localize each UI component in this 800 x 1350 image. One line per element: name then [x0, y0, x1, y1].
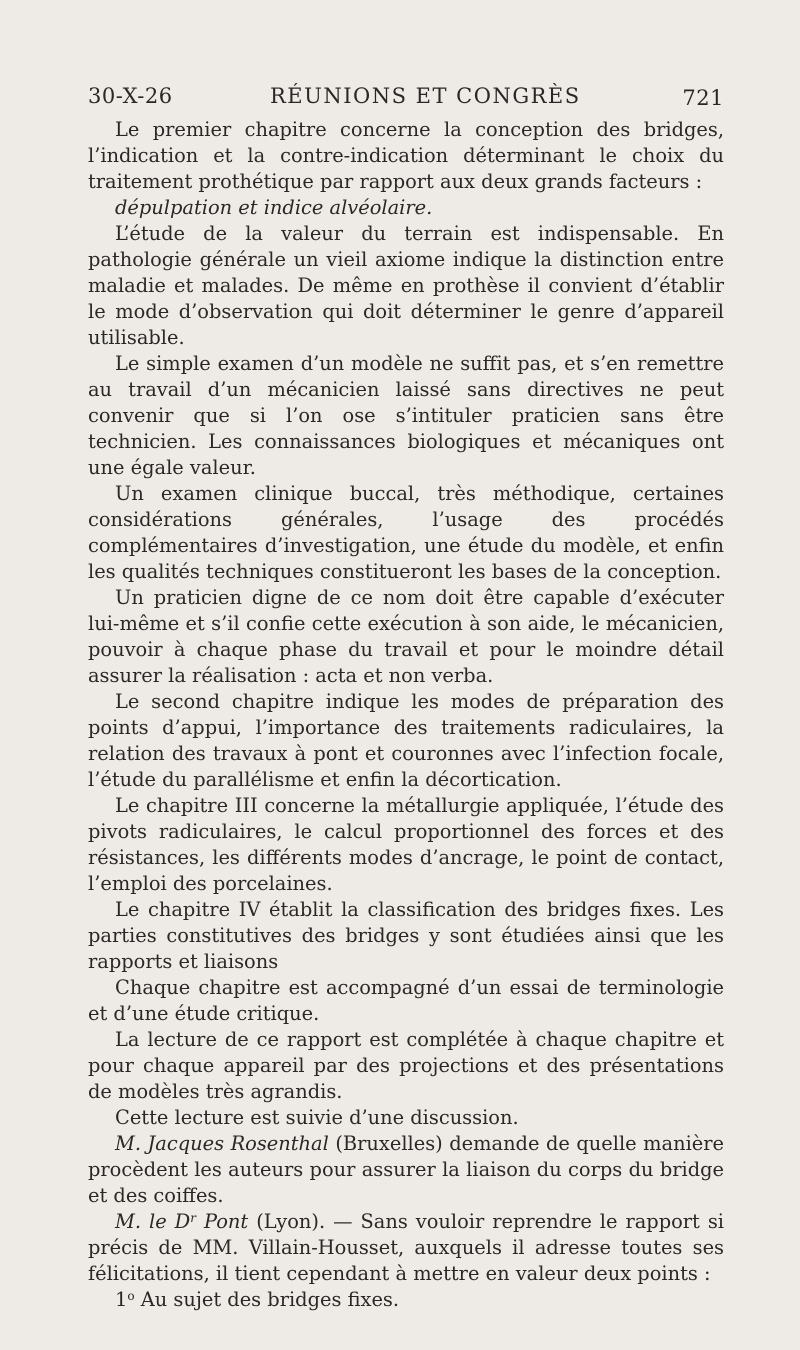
- list-number: 1: [115, 1288, 128, 1311]
- speaker-name: [115, 1210, 248, 1233]
- paragraph-1: [88, 117, 724, 195]
- paragraph-12: [88, 1131, 724, 1209]
- paragraph-6: Le second chapitre indique les modes de préparation des points d’appui, l’importance des traitements radiculaires, la relation des travaux à pont et couronnes avec l’infection focale, l’étude du parallélisme et enfin la décortication.: [88, 690, 724, 791]
- paragraph-text: Au sujet des bridges fixes.: [140, 1288, 400, 1311]
- speaker-name: M. Jacques Rosenthal: [115, 1132, 329, 1155]
- article-body: [88, 117, 724, 1313]
- paragraph-13: [88, 1209, 724, 1287]
- paragraph-4: Un examen clinique buccal, très méthodique, certaines considérations générales, l’usage des procédés complémentaires d’investigation, une étude du modèle, et enfin les qualités techniques constitueront les bases de la conception.: [88, 482, 724, 583]
- paragraph-10: La lecture de ce rapport est complétée à chaque chapitre et pour chaque appareil par des projections et des présentations de modèles très agrandis.: [88, 1028, 724, 1103]
- paragraph-8: Le chapitre IV établit la classification des bridges fixes. Les parties constitutives des bridges y sont étudiées ainsi que les rapports et liaisons: [88, 898, 724, 973]
- paragraph-14: [88, 1287, 724, 1313]
- page-number: 721: [682, 86, 724, 110]
- paragraph-3: Le simple examen d’un modèle ne suffit pas, et s’en remettre au travail d’un mécanicien laissé sans directives ne peut convenir que si l’on ose s’intituler praticien sans être technicien. Les connaissances biologiques et mécaniques ont une égale valeur.: [88, 352, 724, 479]
- emphasis-text: dépulpation et indice alvéolaire.: [115, 196, 433, 219]
- paragraph-5: Un praticien digne de ce nom doit être capable d’exécuter lui-même et s’il confie cette exécution à son aide, le mécanicien, pouvoir à chaque phase du travail et pour le moindre détail assurer la réalisation : acta et non verba.: [88, 586, 724, 687]
- running-header: [88, 84, 724, 114]
- speaker-superscript: r: [190, 1211, 196, 1225]
- paragraph-1-italic: [88, 195, 724, 221]
- paragraph-2: L’étude de la valeur du terrain est indispensable. En pathologie générale un vieil axiome indique la distinction entre maladie et malades. De même en prothèse il convient d’établir le mode d’observation qui doit déterminer le genre d’appareil utilisable.: [88, 222, 724, 349]
- speaker-prefix: M. le D: [115, 1210, 191, 1233]
- paragraph-9: Chaque chapitre est accompagné d’un essai de terminologie et d’une étude critique.: [88, 976, 724, 1025]
- paragraph-text: Le premier chapitre concerne la conception des bridges, l’indication et la contre-indication déterminant le choix du traitement prothétique par rapport aux deux grands facteurs :: [88, 118, 724, 193]
- issue-date: 30-X-26: [88, 84, 173, 108]
- paragraph-11: Cette lecture est suivie d’une discussion.: [115, 1106, 519, 1129]
- paragraph-text: (Bruxelles) demande de quelle manière procèdent les auteurs pour assurer la liaison du corps du bridge et des coiffes.: [88, 1132, 724, 1207]
- speaker-surname: Pont: [195, 1210, 249, 1233]
- paragraph-7: Le chapitre III concerne la métallurgie appliquée, l’étude des pivots radiculaires, le calcul proportionnel des forces et des résistances, les différents modes d’ancrage, le point de contact, l’emploi des porcelaines.: [88, 794, 724, 895]
- paragraph-text: (Lyon). — Sans vouloir reprendre le rapport si précis de MM. Villain-Housset, auxquels il adresse toutes ses félicitations, il tient cependant à mettre en valeur deux points :: [88, 1210, 724, 1285]
- ordinal-superscript: o: [127, 1289, 135, 1303]
- section-title: RÉUNIONS ET CONGRÈS: [270, 84, 581, 108]
